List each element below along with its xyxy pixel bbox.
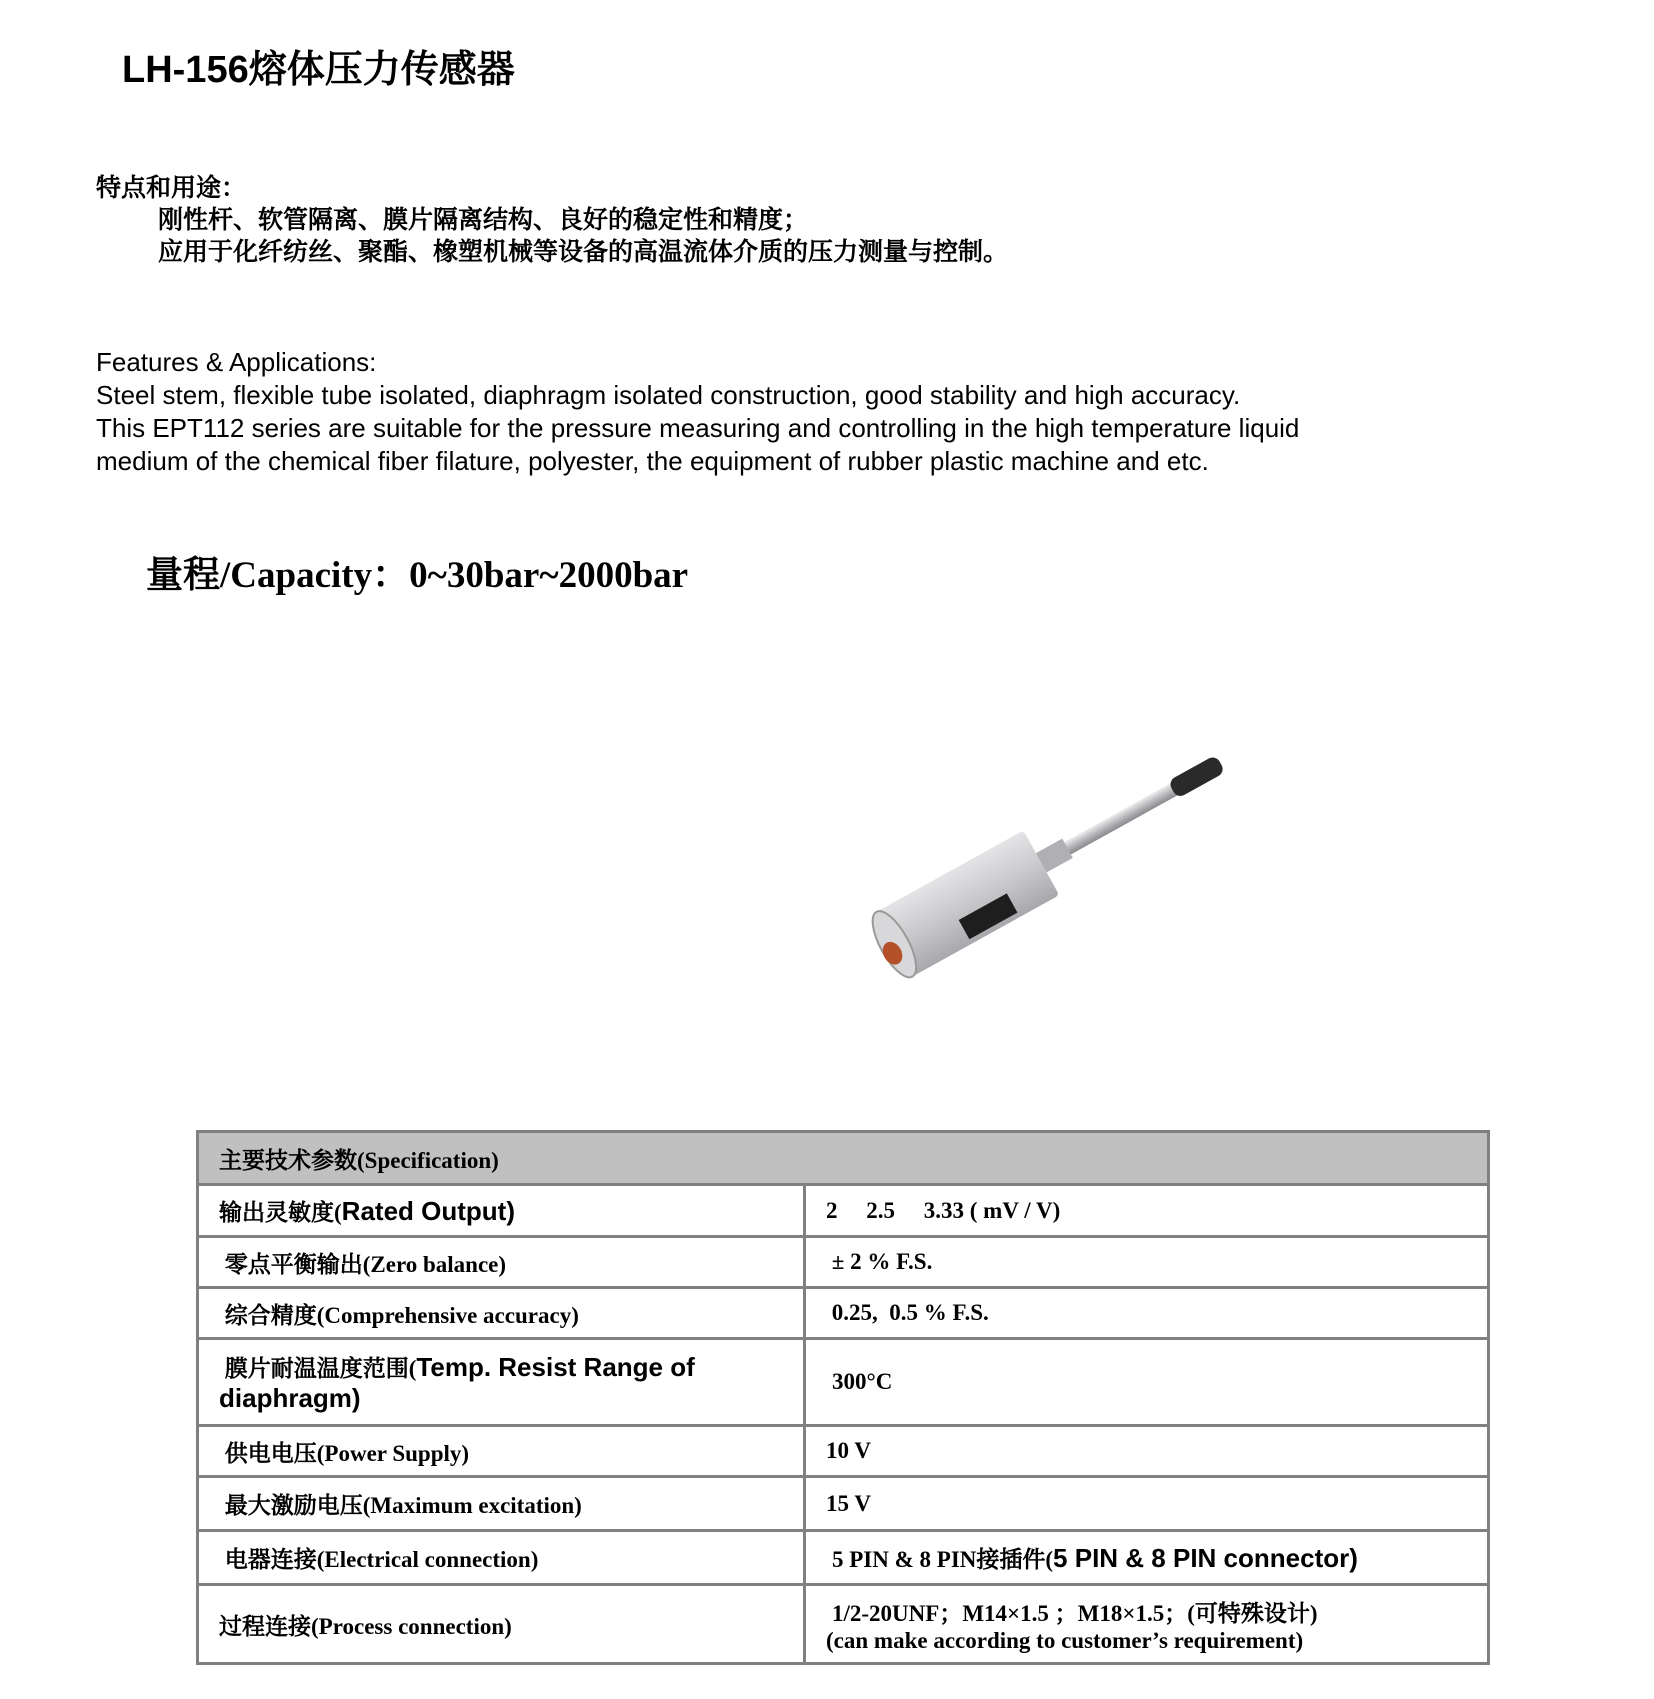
page-title: LH-156熔体压力传感器 <box>122 49 515 91</box>
spec-value: 300°C <box>805 1339 1489 1426</box>
spec-label: 综合精度(Comprehensive accuracy) <box>198 1288 805 1339</box>
table-row <box>198 1585 1489 1664</box>
spec-value: 10 V <box>805 1426 1489 1477</box>
spec-value: 2 2.5 3.33 ( mV / V) <box>805 1185 1489 1237</box>
spec-value: 0.25, 0.5 % F.S. <box>805 1288 1489 1339</box>
capacity-heading: 量程/Capacity：0~30bar~2000bar <box>146 555 689 596</box>
rubber-cap <box>1168 755 1226 799</box>
features-cn-line: 应用于化纤纺丝、聚酯、橡塑机械等设备的高温流体介质的压力测量与控制。 <box>158 237 1009 266</box>
features-en-line: This EPT112 series are suitable for the pressure measuring and controlling in the high temperature liquid <box>96 413 1300 443</box>
table-row <box>198 1426 1489 1477</box>
spec-value: 5 PIN & 8 PIN接插件(5 PIN & 8 PIN connector) <box>805 1531 1489 1585</box>
features-en-line: medium of the chemical fiber filature, polyester, the equipment of rubber plastic machine and etc. <box>96 446 1209 476</box>
spec-label: 输出灵敏度(Rated Output) <box>198 1185 805 1237</box>
spec-label: 零点平衡输出(Zero balance) <box>198 1237 805 1288</box>
table-row <box>198 1237 1489 1288</box>
features-en-line: Steel stem, flexible tube isolated, diaphragm isolated construction, good stability and high accuracy. <box>96 380 1241 410</box>
features-cn-heading: 特点和用途： <box>96 173 247 202</box>
spec-label: 供电电压(Power Supply) <box>198 1426 805 1477</box>
table-row <box>198 1185 1489 1237</box>
spec-value: ± 2 % F.S. <box>805 1237 1489 1288</box>
spec-label: 电器连接(Electrical connection) <box>198 1531 805 1585</box>
spec-value-line: (can make according to customer’s requirement) <box>826 1627 1304 1653</box>
spec-label: 膜片耐温温度范围(Temp. Resist Range of diaphragm) <box>198 1339 805 1426</box>
spec-value: 15 V <box>805 1477 1489 1531</box>
features-en-heading: Features & Applications: <box>96 347 377 377</box>
table-row <box>198 1531 1489 1585</box>
spec-value-line: 1/2-20UNF；M14×1.5 ；M18×1.5；(可特殊设计) <box>832 1600 1318 1626</box>
spec-value <box>805 1585 1489 1664</box>
product-photo <box>835 712 1265 992</box>
table-row <box>198 1288 1489 1339</box>
spec-header-row <box>198 1132 1489 1185</box>
table-row <box>198 1339 1489 1426</box>
spec-table <box>196 1130 1490 1665</box>
spec-header: 主要技术参数(Specification) <box>198 1132 1489 1185</box>
spec-label: 最大激励电压(Maximum excitation) <box>198 1477 805 1531</box>
spec-label: 过程连接(Process connection) <box>198 1585 805 1664</box>
table-row <box>198 1477 1489 1531</box>
features-cn-line: 刚性杆、软管隔离、膜片隔离结构、良好的稳定性和精度； <box>158 205 809 234</box>
